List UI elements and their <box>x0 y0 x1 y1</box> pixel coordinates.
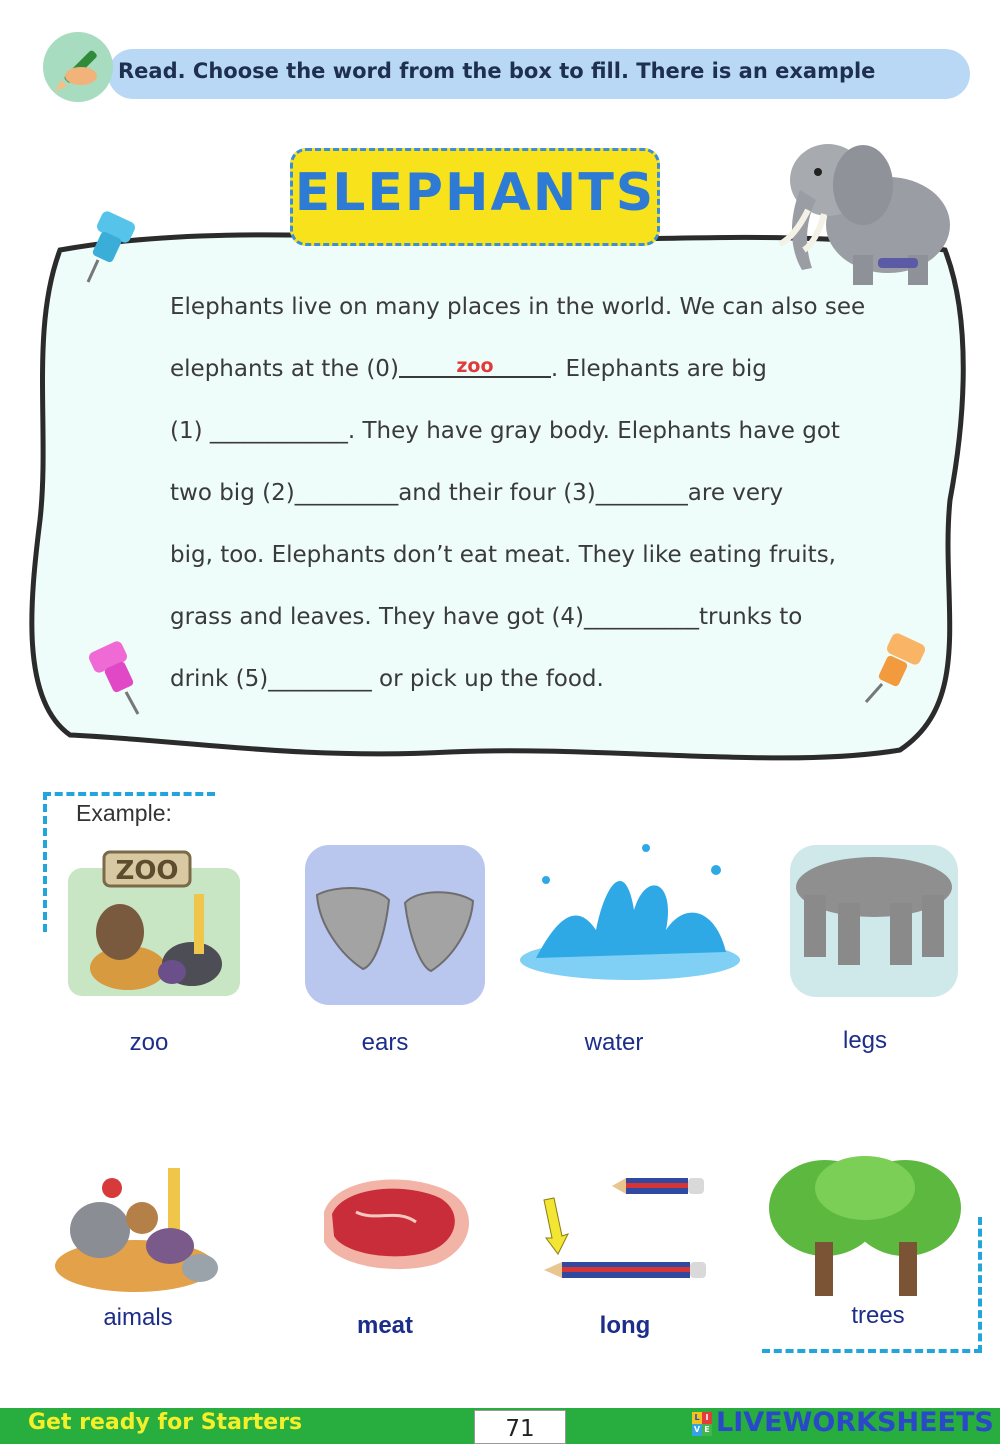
example-answer: zoo <box>456 355 494 377</box>
word-trees: trees <box>851 1302 905 1329</box>
animals-illustration <box>50 1148 220 1298</box>
ears-illustration <box>305 845 485 1005</box>
story-line-5: big, too. Elephants don’t eat meat. They like eating fruits, <box>170 542 836 568</box>
story-line-6: grass and leaves. They have got (4)__________trunks to <box>170 604 803 630</box>
water-splash-illustration <box>516 840 744 990</box>
word-ears: ears <box>361 1029 409 1056</box>
word-water: water <box>584 1029 644 1056</box>
liveworksheets-logo-icon: L I V E <box>692 1412 712 1436</box>
elephant-illustration <box>778 130 958 290</box>
word-long: long <box>599 1312 651 1339</box>
svg-text:ZOO: ZOO <box>115 856 179 886</box>
instruction-text: Read. Choose the word from the box to fill. There is an example <box>118 59 876 83</box>
word-zoo: zoo <box>129 1029 169 1056</box>
story-line-1: Elephants live on many places in the world. We can also see <box>170 294 866 320</box>
legs-illustration <box>790 845 958 997</box>
story-line-2 <box>170 356 767 382</box>
story-line-2-end: . Elephants are big <box>550 356 767 382</box>
story-line-7: drink (5)_________ or pick up the food. <box>170 666 604 692</box>
blue-pushpin-icon <box>76 210 146 290</box>
story-line-2-start: elephants at the (0) <box>170 356 399 382</box>
zoo-illustration <box>68 848 240 996</box>
story-line-3: (1) ____________. They have gray body. Elephants have got <box>170 418 840 444</box>
page-number: 71 <box>505 1416 535 1442</box>
word-meat: meat <box>356 1312 414 1339</box>
page-title: ELEPHANTS <box>294 163 656 223</box>
liveworksheets-brand[interactable]: LIVEWORKSHEETS <box>716 1407 994 1438</box>
meat-illustration <box>316 1172 480 1272</box>
long-pencils-illustration <box>538 1172 710 1284</box>
story-line-4: two big (2)_________and their four (3)________are very <box>170 480 784 506</box>
example-blank <box>399 352 551 378</box>
example-label: Example: <box>76 800 172 826</box>
orange-pushpin-icon <box>852 632 932 712</box>
pink-pushpin-icon <box>82 640 152 720</box>
word-animals: aimals <box>103 1304 173 1331</box>
word-legs: legs <box>842 1027 888 1054</box>
word-box-frame-corner <box>762 1217 982 1353</box>
footer-book-title: Get ready for Starters <box>28 1410 303 1435</box>
